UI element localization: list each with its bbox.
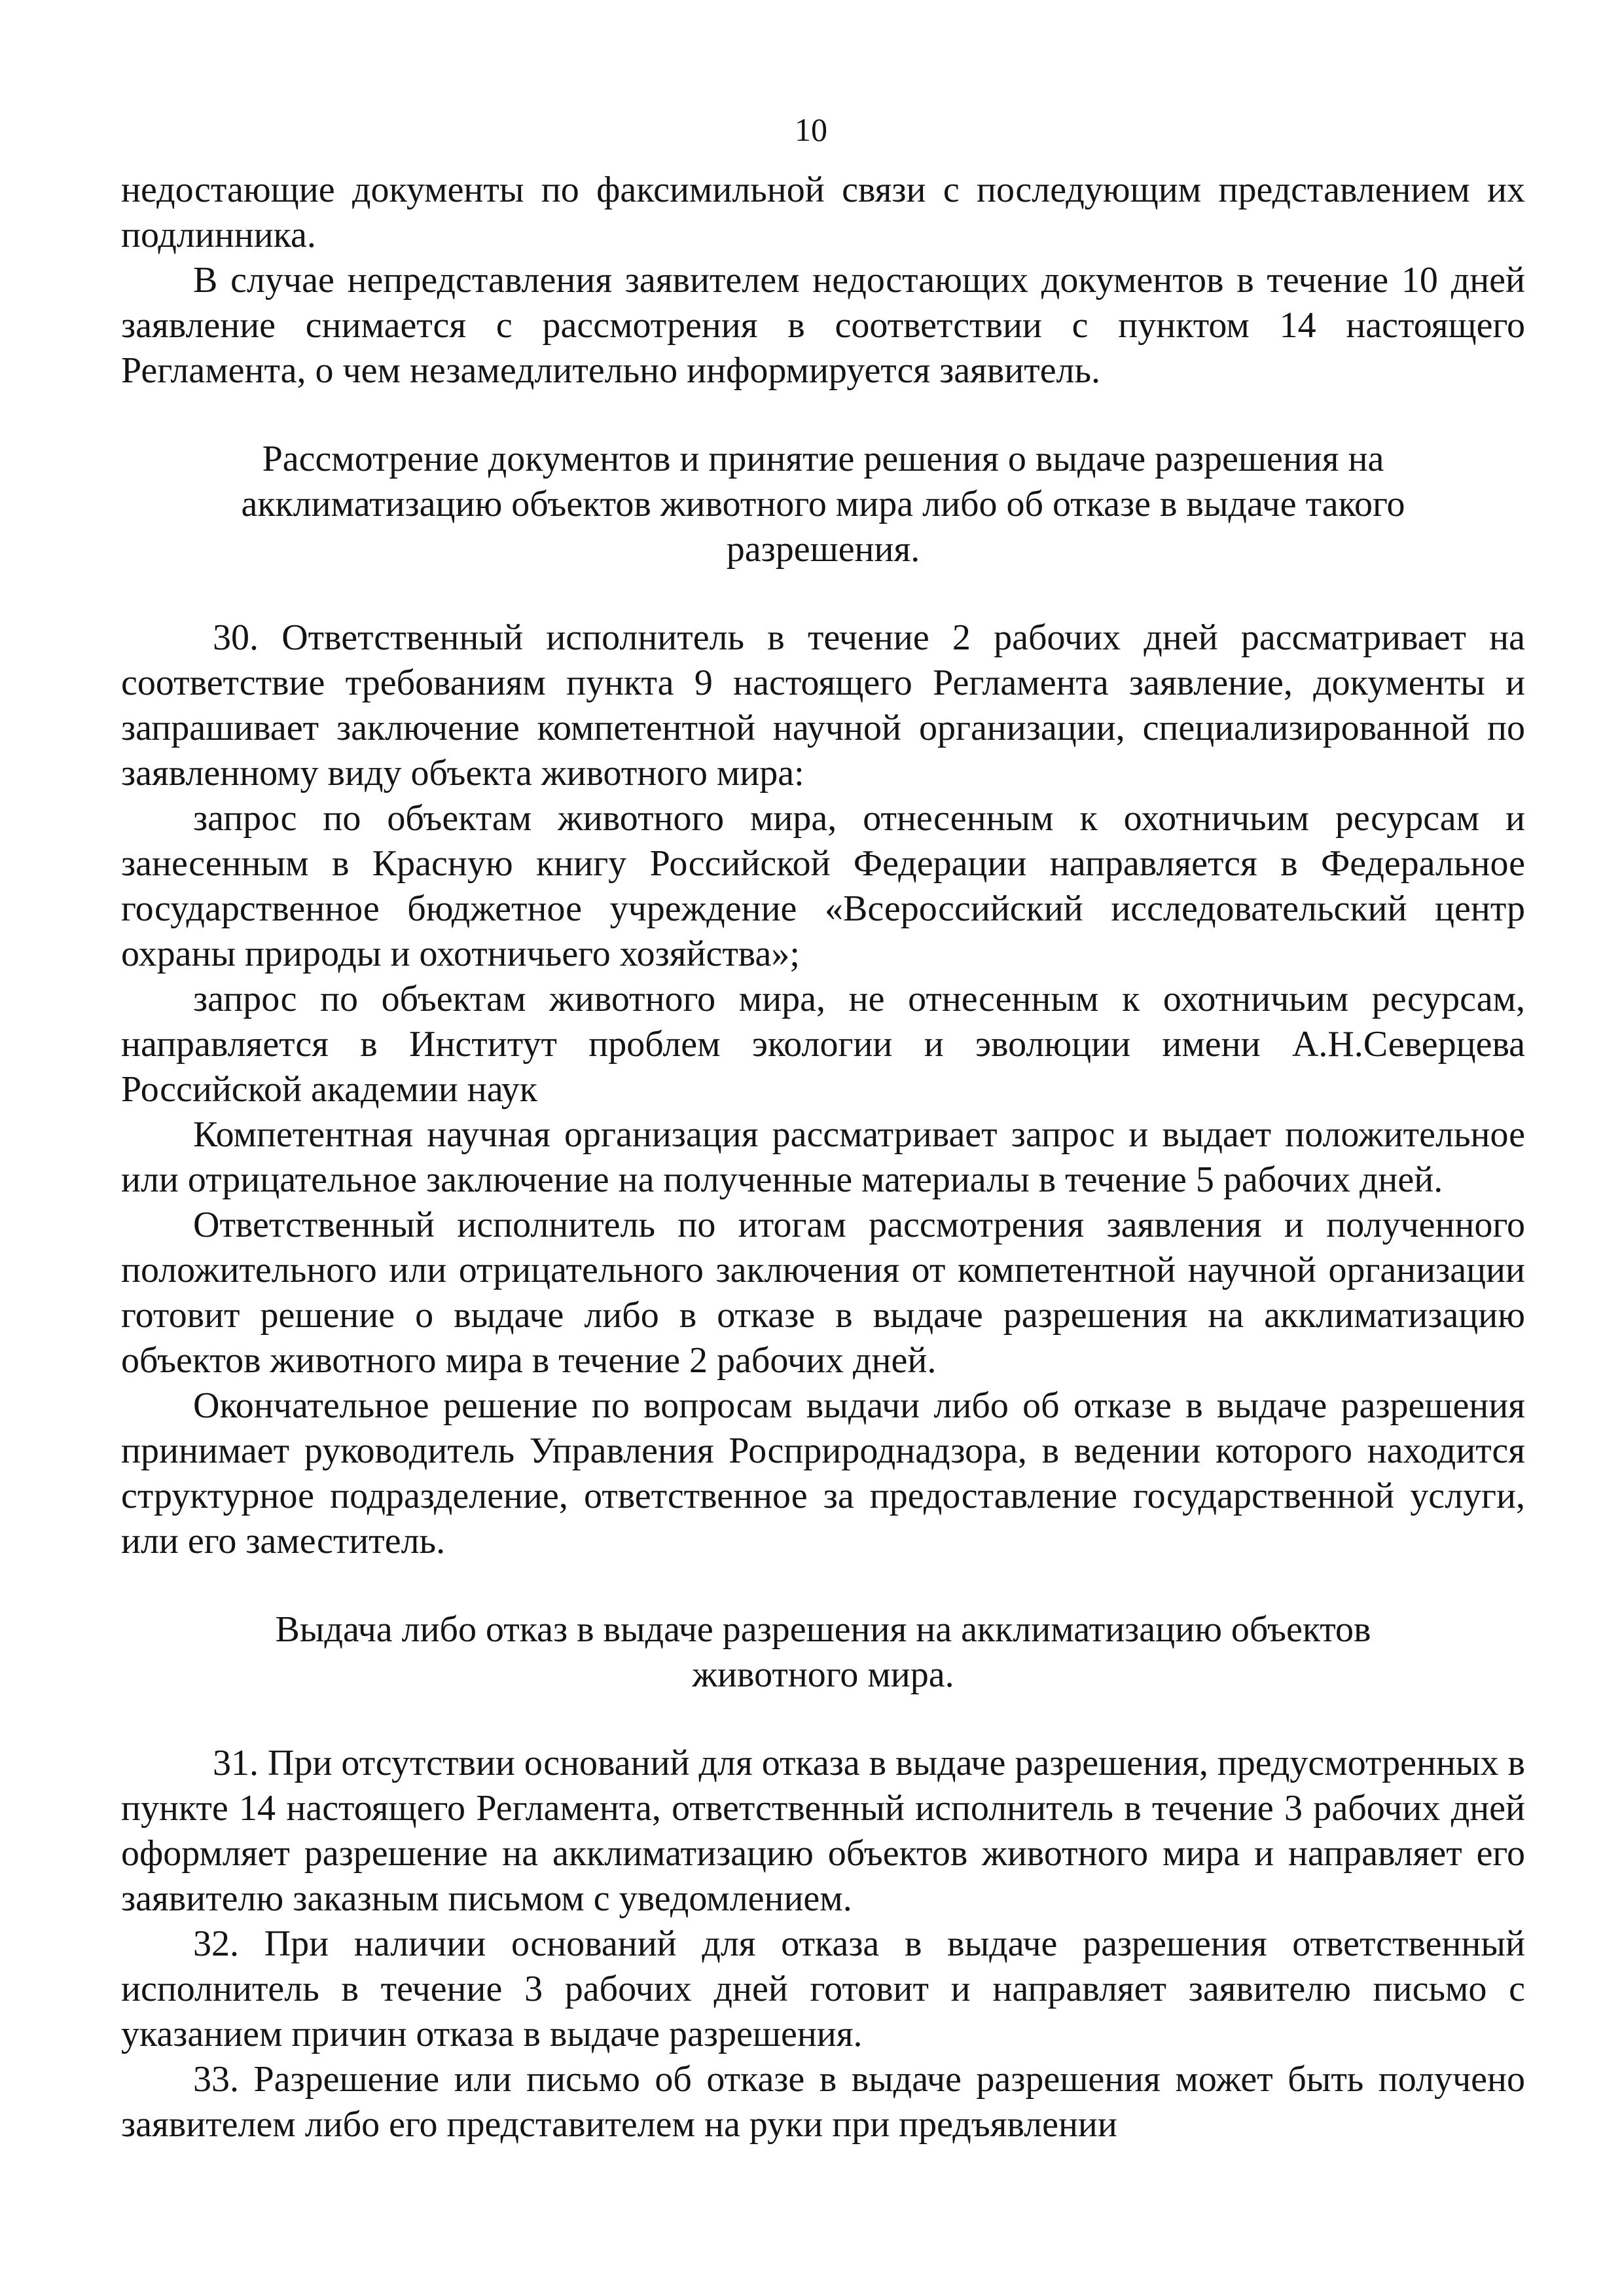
paragraph-intro: недостающие документы по факсимильной связи с последующим представлением их подлинника. bbox=[121, 170, 1525, 255]
paragraph-31: 31. При отсутствии оснований для отказа в выдаче разрешения, предусмотренных в пункте 14 настоящего Регламента, ответственный исполнитель в течение 3 рабочих дней оформляет разрешение на акклиматизацию объектов животного мира и направляет его заявителю заказным письмом с уведомлением. bbox=[121, 1743, 1525, 1919]
paragraph-30-non-hunting-request: запрос по объектам животного мира, не отнесенным к охотничьим ресурсам, направляется в Институт проблем экологии и эволюции имени А.Н.Северцева Российской академии наук bbox=[121, 979, 1525, 1110]
section-heading-review: Рассмотрение документов и принятие решения о выдаче разрешения на акклиматизацию объектов животного мира либо об отказе в выдаче такого разрешения. bbox=[241, 439, 1405, 570]
paragraph-30-responsible-executor: Ответственный исполнитель по итогам рассмотрения заявления и полученного положительного или отрицательного заключения от компетентной научной организации готовит решение о выдаче либо в отказе в выдаче разрешения на акклиматизацию объектов животного мира в течение 2 рабочих дней. bbox=[121, 1205, 1525, 1381]
paragraph-non-submission: В случае непредставления заявителем недостающих документов в течение 10 дней заявление снимается с рассмотрения в соответствии с пунктом 14 настоящего Регламента, о чем незамедлительно информируется заявитель. bbox=[121, 260, 1525, 391]
paragraph-30-final-decision: Окончательное решение по вопросам выдачи либо об отказе в выдаче разрешения принимает руководитель Управления Росприроднадзора, в ведении которого находится структурное подразделение, ответственное за предоставление государственной услуги, или его заместитель. bbox=[121, 1385, 1525, 1561]
paragraph-33: 33. Разрешение или письмо об отказе в выдаче разрешения может быть получено заявителем либо его представителем на руки при предъявлении bbox=[121, 2059, 1525, 2145]
paragraph-30-competent-organization: Компетентная научная организация рассматривает запрос и выдает положительное или отрицательное заключение на полученные материалы в течение 5 рабочих дней. bbox=[121, 1114, 1525, 1200]
page-number: 10 bbox=[795, 111, 827, 148]
paragraph-32: 32. При наличии оснований для отказа в выдаче разрешения ответственный исполнитель в течение 3 рабочих дней готовит и направляет заявителю письмо с указанием причин отказа в выдаче разрешения. bbox=[121, 1923, 1525, 2054]
document-body bbox=[121, 168, 1525, 2147]
section-heading-issue: Выдача либо отказ в выдаче разрешения на акклиматизацию объектов животного мира. bbox=[275, 1609, 1371, 1695]
paragraph-30: 30. Ответственный исполнитель в течение 2 рабочих дней рассматривает на соответствие требованиям пункта 9 настоящего Регламента заявление, документы и запрашивает заключение компетентной научной организации, специализированной по заявленному виду объекта животного мира: bbox=[121, 617, 1525, 793]
paragraph-30-hunting-request: запрос по объектам животного мира, отнесенным к охотничьим ресурсам и занесенным в Красную книгу Российской Федерации направляется в Федеральное государственное бюджетное учреждение «Всероссийский исследовательский центр охраны природы и охотничьего хозяйства»; bbox=[121, 798, 1525, 974]
